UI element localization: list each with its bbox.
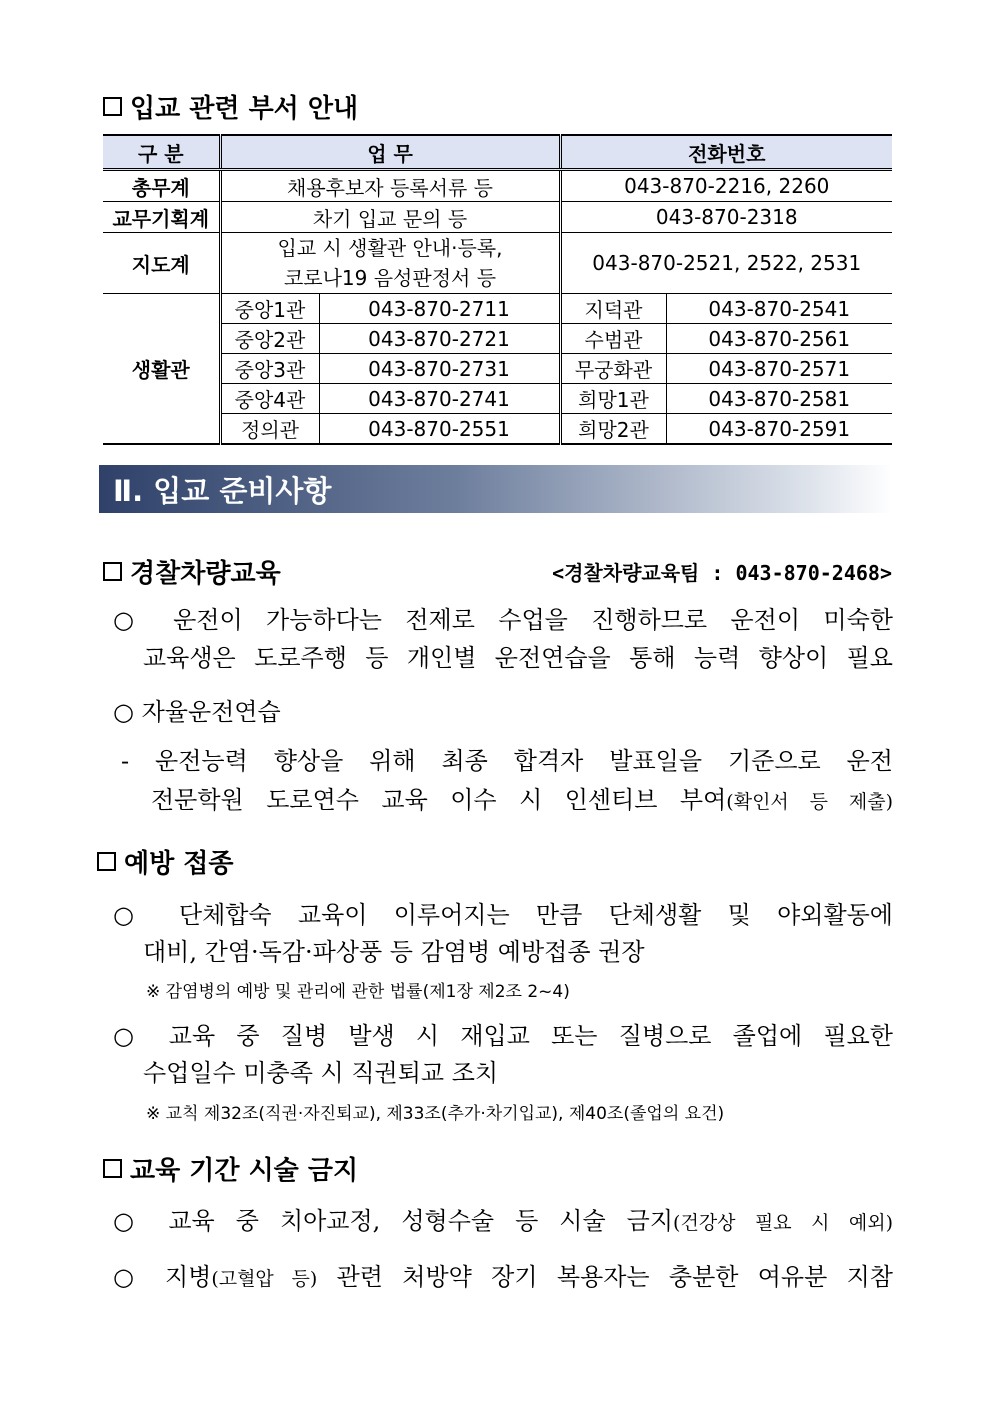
header-category: 구 분 — [103, 135, 220, 170]
table-row — [103, 233, 892, 294]
bullet-paragraph: ○ 교육 중 질병 발생 시 재입교 또는 질병으로 졸업에 필요한 — [113, 1022, 893, 1050]
checkbox-square-icon — [103, 562, 122, 581]
dorm-name: 무궁화관 — [560, 354, 666, 384]
department-table — [103, 134, 892, 445]
bullet-paragraph: ○ 단체합숙 교육이 이루어지는 만큼 단체생활 및 야외활동에 — [113, 901, 893, 929]
dorm-name: 희망2관 — [560, 414, 666, 445]
legal-note: ※ 감염병의 예방 및 관리에 관한 법률(제1장 제2조 2~4) — [146, 982, 570, 1002]
dorm-phone: 043-870-2571 — [666, 354, 892, 384]
dorm-name: 지덕관 — [560, 294, 666, 324]
dept-task: 채용후보자 등록서류 등 — [220, 170, 560, 202]
dept-name: 총무계 — [103, 170, 220, 202]
dorm-row — [103, 414, 892, 445]
dorm-phone: 043-870-2721 — [319, 324, 560, 354]
dorm-name: 희망1관 — [560, 384, 666, 414]
dorm-phone: 043-870-2561 — [666, 324, 892, 354]
dept-phone: 043-870-2216, 2260 — [560, 170, 892, 202]
dorm-phone: 043-870-2731 — [319, 354, 560, 384]
bullet-paragraph: ○ 운전이 가능하다는 전제로 수업을 진행하므로 운전이 미숙한 — [113, 606, 893, 634]
dorm-name: 중앙2관 — [220, 324, 319, 354]
section-title: Ⅱ. 입교 준비사항 — [113, 473, 332, 508]
section-heading-vaccine: 예방 접종 — [97, 843, 234, 880]
dept-phone: 043-870-2521, 2522, 2531 — [560, 233, 892, 294]
legal-note: ※ 교칙 제32조(직권·자진퇴교), 제33조(추가·차기입교), 제40조(졸업의 요건) — [146, 1104, 725, 1124]
bullet-paragraph: ○ 자율운전연습 — [113, 698, 281, 726]
dash-paragraph: - 운전능력 향상을 위해 최종 합격자 발표일을 기준으로 운전 — [121, 747, 893, 775]
dash-paragraph-cont: 전문학원 도로연수 교육 이수 시 인센티브 부여(확인서 등 제출) — [151, 786, 893, 814]
dept-task: 차기 입교 문의 등 — [220, 202, 560, 233]
dept-task: 입교 시 생활관 안내·등록, 코로나19 음성판정서 등 — [220, 233, 560, 294]
checkbox-square-icon — [97, 852, 116, 871]
section-heading-surgery: 교육 기간 시술 금지 — [103, 1150, 358, 1187]
table-row — [103, 170, 892, 202]
bullet-paragraph: ○ 지병(고혈압 등) 관련 처방약 장기 복용자는 충분한 여유분 지참 — [113, 1263, 893, 1291]
dorm-phone: 043-870-2541 — [666, 294, 892, 324]
dorm-name: 중앙4관 — [220, 384, 319, 414]
header-task: 업 무 — [220, 135, 560, 170]
dept-name: 교무기획계 — [103, 202, 220, 233]
header-phone: 전화번호 — [560, 135, 892, 170]
dorm-row — [103, 294, 892, 324]
section-heading-dept: 입교 관련 부서 안내 — [103, 88, 358, 125]
table-header-row — [103, 135, 892, 170]
dorm-name: 중앙3관 — [220, 354, 319, 384]
bullet-paragraph-cont: 수업일수 미충족 시 직권퇴교 조치 — [143, 1059, 499, 1087]
dorm-phone: 043-870-2711 — [319, 294, 560, 324]
dorm-phone: 043-870-2741 — [319, 384, 560, 414]
dept-name: 지도계 — [103, 233, 220, 294]
dorm-label: 생활관 — [103, 294, 220, 445]
checkbox-square-icon — [103, 1159, 122, 1178]
bullet-paragraph: ○ 교육 중 치아교정, 성형수술 등 시술 금지(건강상 필요 시 예외) — [113, 1207, 893, 1235]
dorm-phone: 043-870-2551 — [319, 414, 560, 445]
bullet-paragraph-cont: 교육생은 도로주행 등 개인별 운전연습을 통해 능력 향상이 필요 — [143, 644, 893, 672]
dorm-row — [103, 324, 892, 354]
dorm-phone: 043-870-2591 — [666, 414, 892, 445]
table-row — [103, 202, 892, 233]
dorm-name: 정의관 — [220, 414, 319, 445]
police-team-contact: <경찰차량교육팀 : 043-870-2468> — [552, 561, 892, 585]
bullet-paragraph-cont: 대비, 간염·독감·파상풍 등 감염병 예방접종 권장 — [143, 938, 645, 966]
dorm-name: 중앙1관 — [220, 294, 319, 324]
dorm-row — [103, 354, 892, 384]
dorm-phone: 043-870-2581 — [666, 384, 892, 414]
section-heading-police: 경찰차량교육 — [103, 553, 281, 590]
dept-phone: 043-870-2318 — [560, 202, 892, 233]
checkbox-square-icon — [103, 97, 122, 116]
dorm-name: 수범관 — [560, 324, 666, 354]
section-title-band — [99, 465, 892, 513]
dorm-row — [103, 384, 892, 414]
